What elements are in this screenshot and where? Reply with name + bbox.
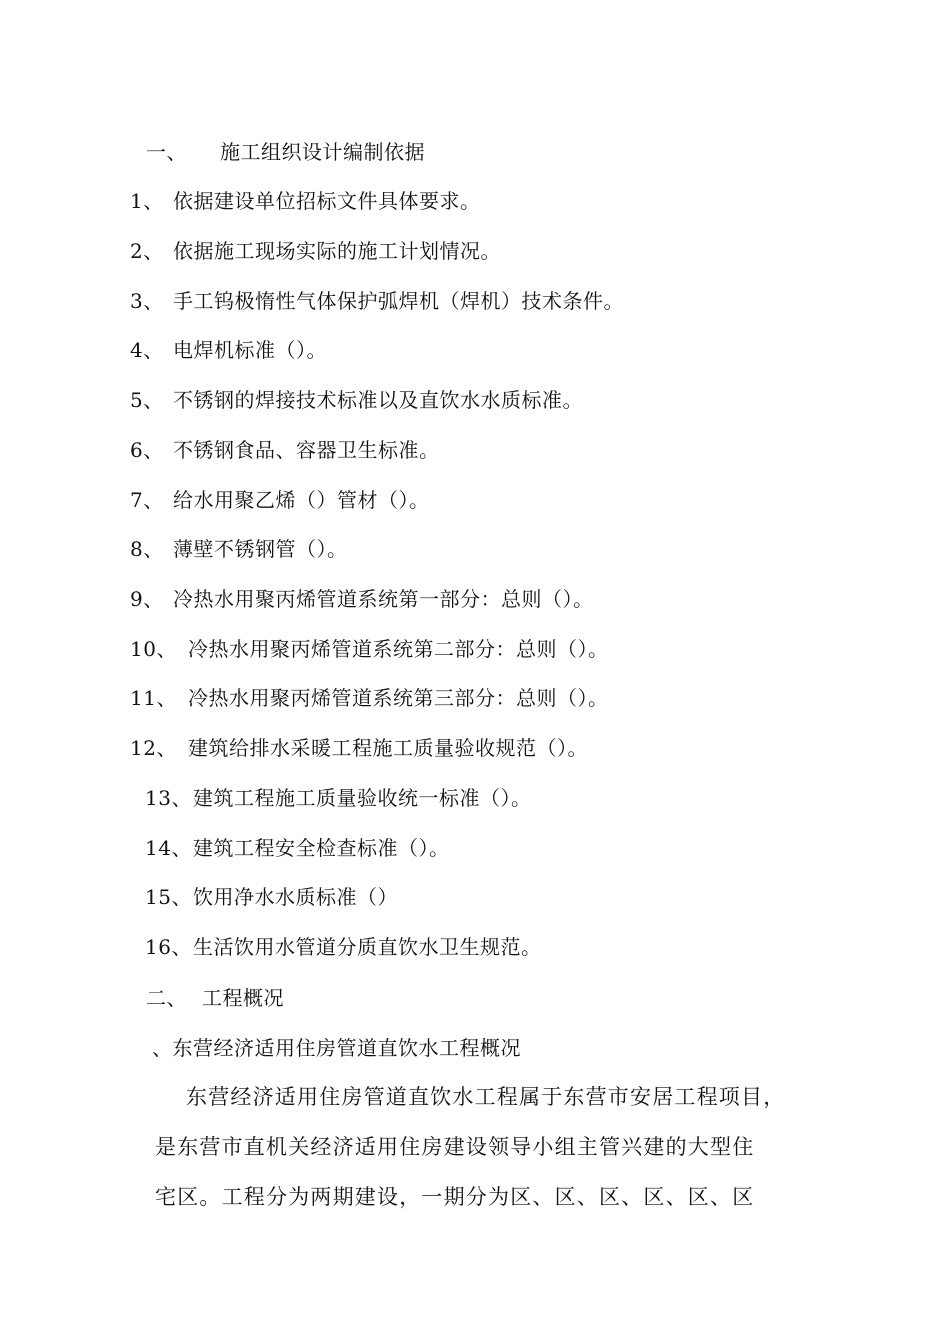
list-item [130, 336, 327, 364]
list-item-text: 薄壁不锈钢管（）。 [173, 537, 348, 561]
section-1-title: 施工组织设计编制依据 [220, 140, 425, 164]
list-item-number: 13、 [145, 786, 192, 810]
list-item [145, 834, 450, 862]
list-item [130, 535, 348, 563]
section-1-heading [146, 138, 425, 166]
list-item-number: 16、 [145, 935, 192, 959]
section-2-heading [146, 984, 284, 1012]
list-item-number: 15、 [145, 885, 192, 909]
list-item-text: 给水用聚乙烯（）管材（）。 [173, 488, 430, 512]
list-item-text: 手工钨极惰性气体保护弧焊机（焊机）技术条件。 [173, 289, 624, 313]
list-item [130, 635, 609, 663]
list-item [130, 187, 481, 215]
list-item [130, 436, 440, 464]
paragraph-line: 是东营市直机关经济适用住房建设领导小组主管兴建的大型住 [155, 1135, 755, 1159]
list-item-text: 依据施工现场实际的施工计划情况。 [173, 239, 501, 263]
list-item-text: 冷热水用聚丙烯管道系统第三部分：总则（）。 [188, 686, 609, 710]
list-item [130, 734, 588, 762]
list-item-number: 3、 [130, 289, 164, 313]
list-item-number: 2、 [130, 239, 164, 263]
list-item-number: 12、 [130, 736, 177, 760]
list-item-number: 4、 [130, 338, 164, 362]
list-item-text: 依据建设单位招标文件具体要求。 [173, 189, 481, 213]
paragraph-line: 宅区。工程分为两期建设，一期分为区、区、区、区、区、区 [155, 1185, 755, 1209]
list-item [130, 386, 583, 414]
list-item [130, 585, 594, 613]
list-item-text: 建筑工程安全检查标准（）。 [193, 836, 450, 860]
list-item-text: 不锈钢食品、容器卫生标准。 [173, 438, 440, 462]
section-2-number: 二、 [146, 986, 187, 1010]
list-item-text: 饮用净水水质标准（） [193, 885, 398, 909]
list-item [130, 486, 430, 514]
list-item-number: 1、 [130, 189, 164, 213]
list-item-number: 9、 [130, 587, 164, 611]
list-item-text: 电焊机标准（）。 [173, 338, 327, 362]
list-item [145, 933, 542, 961]
list-item [145, 883, 398, 911]
list-item [130, 237, 501, 265]
list-item-text: 生活饮用水管道分质直饮水卫生规范。 [193, 935, 542, 959]
list-item-number: 11、 [130, 686, 177, 710]
subheading: 、东营经济适用住房管道直饮水工程概况 [152, 1036, 521, 1060]
list-item-number: 6、 [130, 438, 164, 462]
list-item-number: 10、 [130, 637, 177, 661]
list-item [130, 684, 609, 712]
list-item-text: 建筑给排水采暖工程施工质量验收规范（）。 [188, 736, 588, 760]
list-item-text: 冷热水用聚丙烯管道系统第二部分：总则（）。 [188, 637, 609, 661]
list-item-text: 不锈钢的焊接技术标准以及直饮水水质标准。 [173, 388, 583, 412]
list-item-number: 7、 [130, 488, 164, 512]
section-2-title: 工程概况 [202, 986, 284, 1010]
paragraph-line: 东营经济适用住房管道直饮水工程属于东营市安居工程项目， [186, 1085, 786, 1109]
list-item-number: 14、 [145, 836, 192, 860]
section-1-number: 一、 [146, 140, 187, 164]
list-item [130, 287, 624, 315]
list-item-text: 冷热水用聚丙烯管道系统第一部分：总则（）。 [173, 587, 594, 611]
list-item [145, 784, 532, 812]
list-item-number: 5、 [130, 388, 164, 412]
list-item-text: 建筑工程施工质量验收统一标准（）。 [193, 786, 532, 810]
list-item-number: 8、 [130, 537, 164, 561]
